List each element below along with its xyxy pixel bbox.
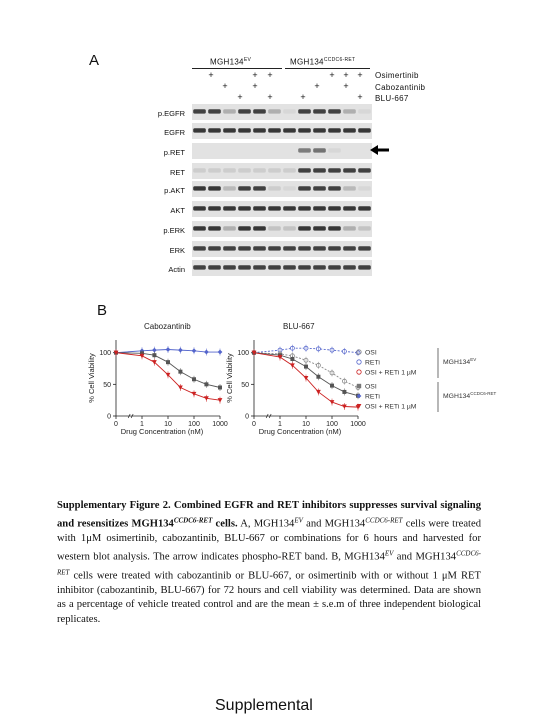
group2-label (290, 57, 355, 67)
x-tick-label: 1000 (212, 421, 228, 428)
group1-name: MGH134 (210, 57, 244, 67)
y-tick-label: 0 (245, 413, 249, 421)
x-tick-label: 100 (188, 421, 200, 428)
caption-bold-sup: CCDC6-RET (173, 516, 213, 525)
plus-mark: + (252, 70, 258, 80)
y-tick-label: 0 (107, 413, 111, 421)
legend-group-ev-sup: EV (470, 357, 477, 362)
caption-sup-ccdc-2: CCDC6-RET (57, 549, 481, 577)
blot-label-perk: p.ERK (163, 226, 185, 235)
caption-body-d: and MGH134 (393, 551, 457, 563)
plus-mark: + (252, 81, 258, 91)
y-axis-label-right: % Cell Viability (225, 353, 234, 403)
x-tick-label: 10 (164, 421, 172, 428)
caption-bold-end: cells. (212, 518, 238, 530)
blot-label-pret: p.RET (163, 148, 185, 157)
caption-body-e: cells were treated with cabozantinib or BLU-667, or osimertinib with or without 1 μM RET inhibitor (cabozantinib, BLU-667) for 72 hours and cell viability was determined. Data are shown as a percentage of vehicle treated control and are the mean ± s.e.m of three independent biological replicates. (57, 570, 481, 625)
y-tick-label: 50 (103, 381, 111, 389)
group1-label (210, 57, 251, 67)
legend-combo-ret: OSI + RETi 1 µM (365, 403, 417, 411)
chart-right-title: BLU-667 (283, 322, 315, 331)
legend-group-ev (443, 357, 476, 366)
blot-label-pakt: p.AKT (164, 186, 185, 195)
legend-group-ret-sup: CCDC6-RET (470, 391, 497, 396)
plus-mark: + (267, 92, 273, 102)
x-tick-label: 1000 (350, 421, 366, 428)
plus-mark: + (237, 92, 243, 102)
legend-osi-ev: OSI (365, 349, 377, 357)
plus-mark: + (300, 92, 306, 102)
y-tick-label: 100 (237, 350, 249, 358)
blot-label-pegfr: p.EGFR (157, 109, 185, 118)
x-tick-label: 10 (302, 421, 310, 428)
legend-reti-ev: RETi (365, 359, 380, 367)
treatment-blu667: BLU-667 (375, 94, 409, 103)
legend-marker-osi-ret (357, 384, 361, 388)
footer-label: Supplemental (215, 697, 313, 714)
caption-body-b: and MGH134 (302, 518, 366, 530)
legend-marker-combo-ev (357, 370, 361, 374)
group1-underline (192, 68, 282, 69)
figure-caption (57, 499, 481, 627)
plus-mark: + (357, 70, 363, 80)
legend-group-ret-name: MGH134 (443, 393, 471, 400)
x-tick-label: 0 (252, 421, 256, 428)
plus-mark: + (208, 70, 214, 80)
plus-mark: + (267, 70, 273, 80)
x-tick-label: 100 (326, 421, 338, 428)
y-tick-label: 100 (99, 350, 111, 358)
western-blot-image (192, 103, 372, 279)
arrow-icon (370, 144, 390, 156)
legend-group-ev-name: MGH134 (443, 359, 471, 366)
caption-bold-start: Supplementary Figure 2. Combined EGFR and RET inhibitors suppresses survival signaling and resensitizes MGH134 (57, 500, 481, 530)
group2-name: MGH134 (290, 57, 324, 67)
panel-a-letter: A (89, 52, 100, 69)
plus-mark: + (329, 70, 335, 80)
x-tick-label: 1 (278, 421, 282, 428)
panel-b-letter: B (97, 302, 108, 319)
x-tick-label: 1 (140, 421, 144, 428)
blot-label-ret: RET (170, 168, 185, 177)
group2-underline (285, 68, 370, 69)
blot-label-actin: Actin (168, 265, 185, 274)
plus-mark: + (343, 70, 349, 80)
chart-legend (357, 348, 497, 412)
caption-body-c: cells were treated with 1μM osimertinib, cabozantinib, BLU-667 or combinations for 6 hours and harvested for western blot analysis. The arrow indicates phospho-RET band. B, MGH134 (57, 518, 481, 563)
plus-mark: + (357, 92, 363, 102)
series-line (116, 353, 220, 388)
x-axis-label-right: Drug Concentration (nM) (258, 427, 342, 436)
y-axis-label-left: % Cell Viability (87, 353, 96, 403)
treatment-cabozantinib: Cabozantinib (375, 83, 426, 92)
chart-left-title: Cabozantinib (144, 322, 191, 331)
group2-superscript: CCDC6-RET (323, 57, 356, 63)
caption-body-a: A, MGH134 (237, 518, 295, 530)
legend-marker-reti-ev (357, 360, 361, 364)
caption-sup-ev: EV (294, 516, 303, 525)
viability-charts (82, 316, 522, 436)
plus-mark: + (222, 81, 228, 91)
x-tick-label: 0 (114, 421, 118, 428)
group1-superscript: EV (243, 57, 252, 63)
x-axis-label-left: Drug Concentration (nM) (120, 427, 204, 436)
caption-sup-ev-2: EV (384, 549, 394, 558)
plus-marks (208, 70, 362, 102)
legend-reti-ret: RETi (365, 393, 380, 401)
blot-label-egfr: EGFR (164, 128, 185, 137)
plus-mark: + (343, 81, 349, 91)
caption-sup-ccdc: CCDC6-RET (365, 516, 403, 525)
blot-label-akt: AKT (170, 206, 185, 215)
treatment-osimertinib: Osimertinib (375, 71, 419, 80)
chart-left-plot (99, 340, 228, 428)
blot-label-erk: ERK (169, 246, 185, 255)
treatment-grid (190, 70, 375, 102)
chart-right-plot (237, 340, 366, 428)
legend-osi-ret: OSI (365, 383, 377, 391)
plus-mark: + (314, 81, 320, 91)
legend-group-ret (443, 391, 496, 400)
y-tick-label: 50 (241, 381, 249, 389)
legend-combo-ev: OSI + RETi 1 µM (365, 369, 417, 377)
